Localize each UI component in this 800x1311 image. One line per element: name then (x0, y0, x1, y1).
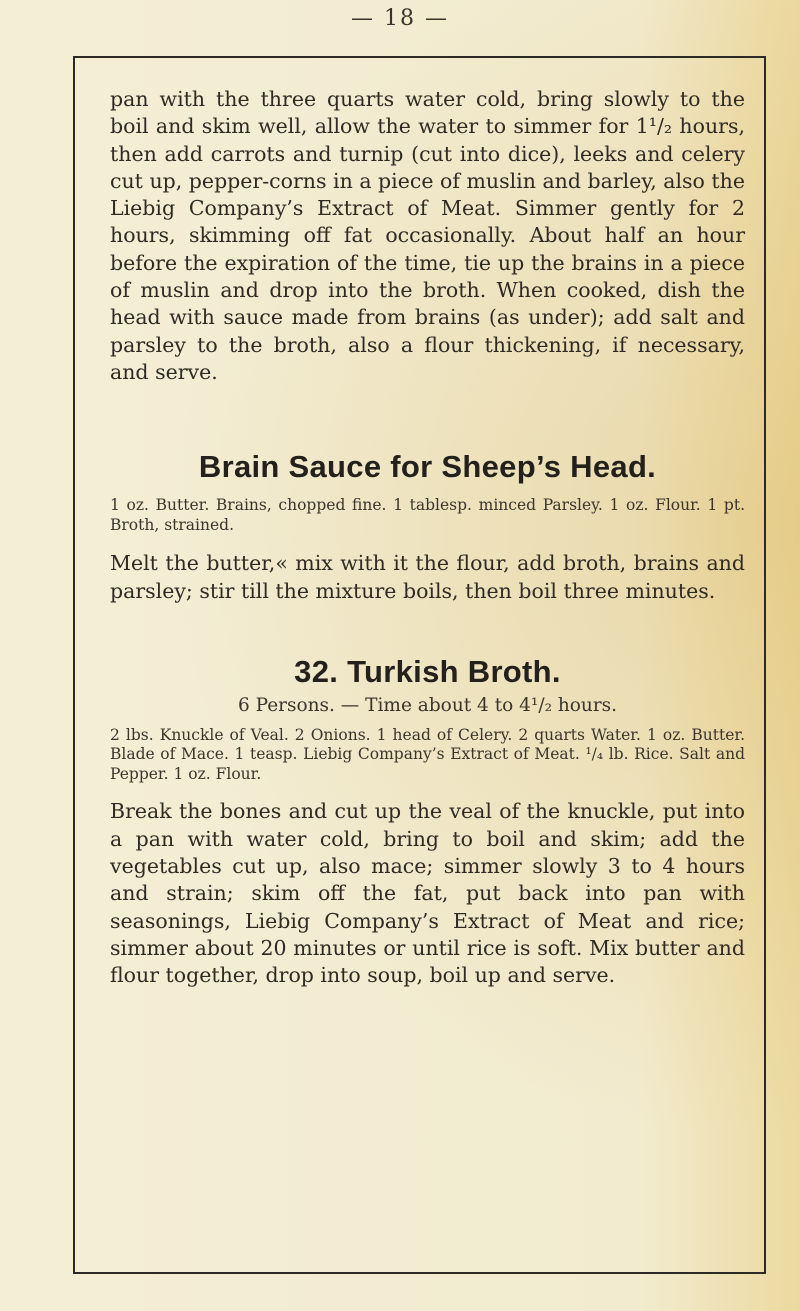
brain-sauce-ingredients: 1 oz. Butter. Brains, chopped fine. 1 tablesp. minced Parsley. 1 oz. Flour. 1 pt. Broth, strained. (110, 496, 745, 534)
turkish-broth-ingredients: 2 lbs. Knuckle of Veal. 2 Onions. 1 head of Celery. 2 quarts Water. 1 oz. Butter. Blade of Mace. 1 teasp. Liebig Company’s Extract of Meat. ¹/₄ lb. Rice. Salt and Pepper. 1 oz. Flour. (110, 725, 745, 783)
continuation-paragraph: pan with the three quarts water cold, bring slowly to the boil and skim well, allow the water to simmer for 1¹/₂ hours, then add carrots and turnip (cut into dice), leeks and celery cut up, pepper-corns in a piece of muslin and barley, also the Liebig Company’s Extract of Meat. Simmer gently for 2 hours, skimming off fat occasionally. About half an hour before the expiration of the time, tie up the brains in a piece of muslin and drop into the broth. When cooked, dish the head with sauce made from brains (as under); add salt and parsley to the broth, also a flour thickening, if necessary, and serve. (110, 87, 745, 384)
brain-sauce-title: Brain Sauce for Sheep’s Head. (198, 449, 657, 485)
page-number: — 18 — (351, 6, 449, 31)
turkish-broth-title: 32. Turkish Broth. (294, 653, 561, 689)
brain-sauce-method: Melt the butter,« mix with it the flour, add broth, brains and parsley; stir till the mixture boils, then boil three minutes. (110, 551, 745, 603)
page-content (110, 86, 745, 989)
turkish-broth-method: Break the bones and cut up the veal of the knuckle, put into a pan with water cold, bring to boil and skim; add the vegetables cut up, also mace; simmer slowly 3 to 4 hours and strain; skim off the fat, put back into pan with seasonings, Liebig Company’s Extract of Meat and rice; simmer about 20 minutes or until rice is soft. Mix butter and flour together, drop into soup, boil up and serve. (110, 799, 745, 988)
turkish-broth-servings: 6 Persons. — Time about 4 to 4¹/₂ hours. (237, 694, 618, 716)
